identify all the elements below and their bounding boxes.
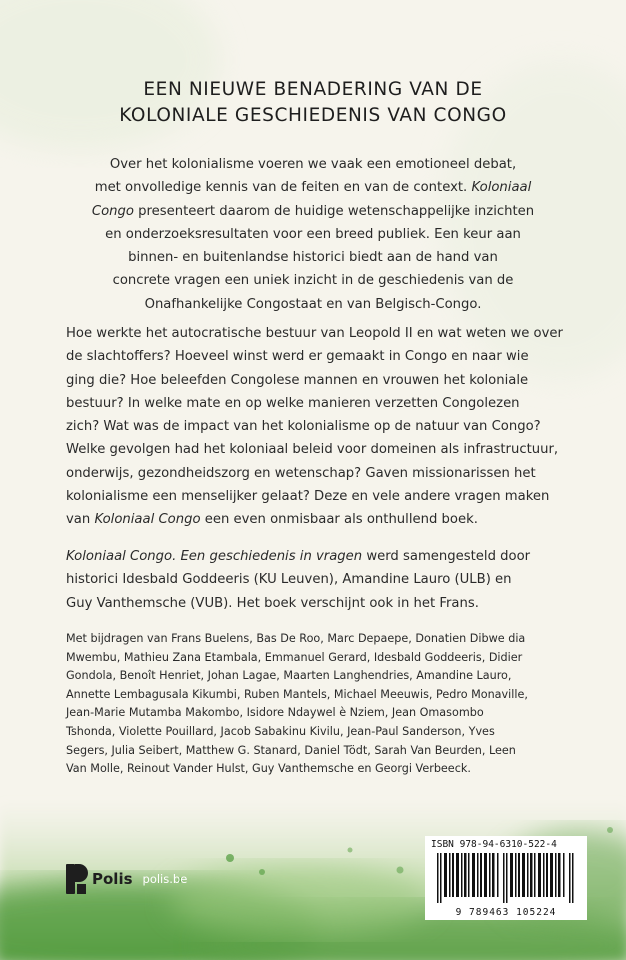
contributors-line: Van Molle, Reinout Vander Hulst, Guy Vanthemsche en Georgi Verbeeck. bbox=[66, 762, 471, 776]
intro-line: Over het kolonialisme voeren we vaak een emotioneel debat, bbox=[109, 157, 517, 172]
book-title-italic: Koloniaal Congo. Een geschiedenis in vragen bbox=[66, 549, 363, 564]
book-title-italic: Koloniaal Congo bbox=[94, 512, 201, 528]
intro-line: concrete vragen een uniek inzicht in de geschiedenis van de bbox=[112, 273, 514, 289]
body-line: Welke gevolgen had het koloniaal beleid voor domeinen als infrastructuur, bbox=[66, 442, 559, 458]
contributors-line: Jean-Marie Mutamba Makombo, Isidore Ndaywel è Nziem, Jean Omasombo bbox=[66, 706, 484, 720]
polis-logo-icon bbox=[66, 864, 88, 894]
headline-line: EEN NIEUWE BENADERING VAN DE bbox=[143, 79, 483, 100]
contributors-list bbox=[66, 630, 586, 779]
intro-line: binnen- en buitenlandse historici biedt aan de hand van bbox=[128, 250, 498, 266]
credit-line bbox=[66, 545, 586, 568]
contributors-line: Mwembu, Mathieu Zana Etambala, Emmanuel Gerard, Idesbald Goddeeris, Didier bbox=[66, 650, 523, 664]
text: met onvolledige kennis van de feiten en van de context. bbox=[94, 180, 472, 196]
contributors-line: Met bijdragen van Frans Buelens, Bas De Roo, Marc Depaepe, Donatien Dibwe dia bbox=[66, 632, 526, 645]
editors-paragraph bbox=[66, 545, 586, 615]
text: werd samengesteld door bbox=[362, 549, 531, 564]
contributors-line: Annette Lembagusala Kikumbi, Ruben Mantels, Michael Meeuwis, Pedro Monaville, bbox=[66, 687, 528, 701]
credit-line: historici Idesbald Goddeeris (KU Leuven), Amandine Lauro (ULB) en bbox=[66, 572, 512, 588]
contributors-line: Tshonda, Violette Pouillard, Jacob Sabakinu Kivilu, Jean-Paul Sanderson, Yves bbox=[66, 724, 495, 738]
book-title-italic: Congo bbox=[91, 203, 134, 219]
body-line bbox=[66, 508, 586, 531]
publisher-url: polis.be bbox=[142, 872, 188, 886]
isbn-label: ISBN 978-94-6310-522-4 bbox=[431, 839, 557, 850]
body-line: onderwijs, gezondheidszorg en wetenschap? Gaven missionarissen het bbox=[66, 465, 536, 481]
isbn-barcode bbox=[425, 836, 587, 920]
book-title-italic: Koloniaal bbox=[471, 180, 532, 196]
barcode-icon bbox=[437, 853, 577, 903]
body-line: bestuur? In welke mate en op welke manieren verzetten Congolezen bbox=[66, 395, 520, 411]
credit-line: Guy Vanthemsche (VUB). Het boek verschijnt ook in het Frans. bbox=[66, 595, 479, 611]
publisher-name: Polis bbox=[92, 870, 133, 888]
barcode-number: 9 789463 105224 bbox=[455, 907, 557, 918]
questions-paragraph bbox=[66, 322, 586, 532]
text: een even onmisbaar als onthullend boek. bbox=[200, 512, 478, 528]
intro-line: Onafhankelijke Congostaat en van Belgisch-Congo. bbox=[144, 296, 482, 312]
text: van bbox=[66, 512, 95, 528]
headline-line: KOLONIALE GESCHIEDENIS VAN CONGO bbox=[119, 105, 507, 126]
body-line: de slachtoffers? Hoeveel winst werd er gemaakt in Congo en naar wie bbox=[66, 349, 529, 365]
intro-line bbox=[40, 176, 586, 199]
body-line: Hoe werkte het autocratische bestuur van Leopold II en wat weten we over bbox=[66, 326, 563, 341]
contributors-line: Segers, Julia Seibert, Matthew G. Stanard, Daniel Tödt, Sarah Van Beurden, Leen bbox=[66, 743, 516, 757]
text: presenteert daarom de huidige wetenschappelijke inzichten bbox=[133, 203, 535, 219]
contributors-line: Gondola, Benoît Henriet, Johan Lagae, Maarten Langhendries, Amandine Lauro, bbox=[66, 669, 512, 683]
publisher-logo bbox=[66, 862, 187, 896]
body-line: ging die? Hoe beleefden Congolese mannen en vrouwen het koloniale bbox=[66, 372, 529, 388]
intro-line: en onderzoeksresultaten voor een breed publiek. Een keur aan bbox=[105, 226, 521, 242]
intro-paragraph bbox=[40, 153, 586, 316]
body-line: kolonialisme een menselijker gelaat? Deze en vele andere vragen maken bbox=[66, 489, 550, 505]
body-line: zich? Wat was de impact van het kolonialisme op de natuur van Congo? bbox=[66, 419, 541, 435]
intro-line bbox=[40, 200, 586, 223]
cover-headline bbox=[40, 77, 586, 129]
